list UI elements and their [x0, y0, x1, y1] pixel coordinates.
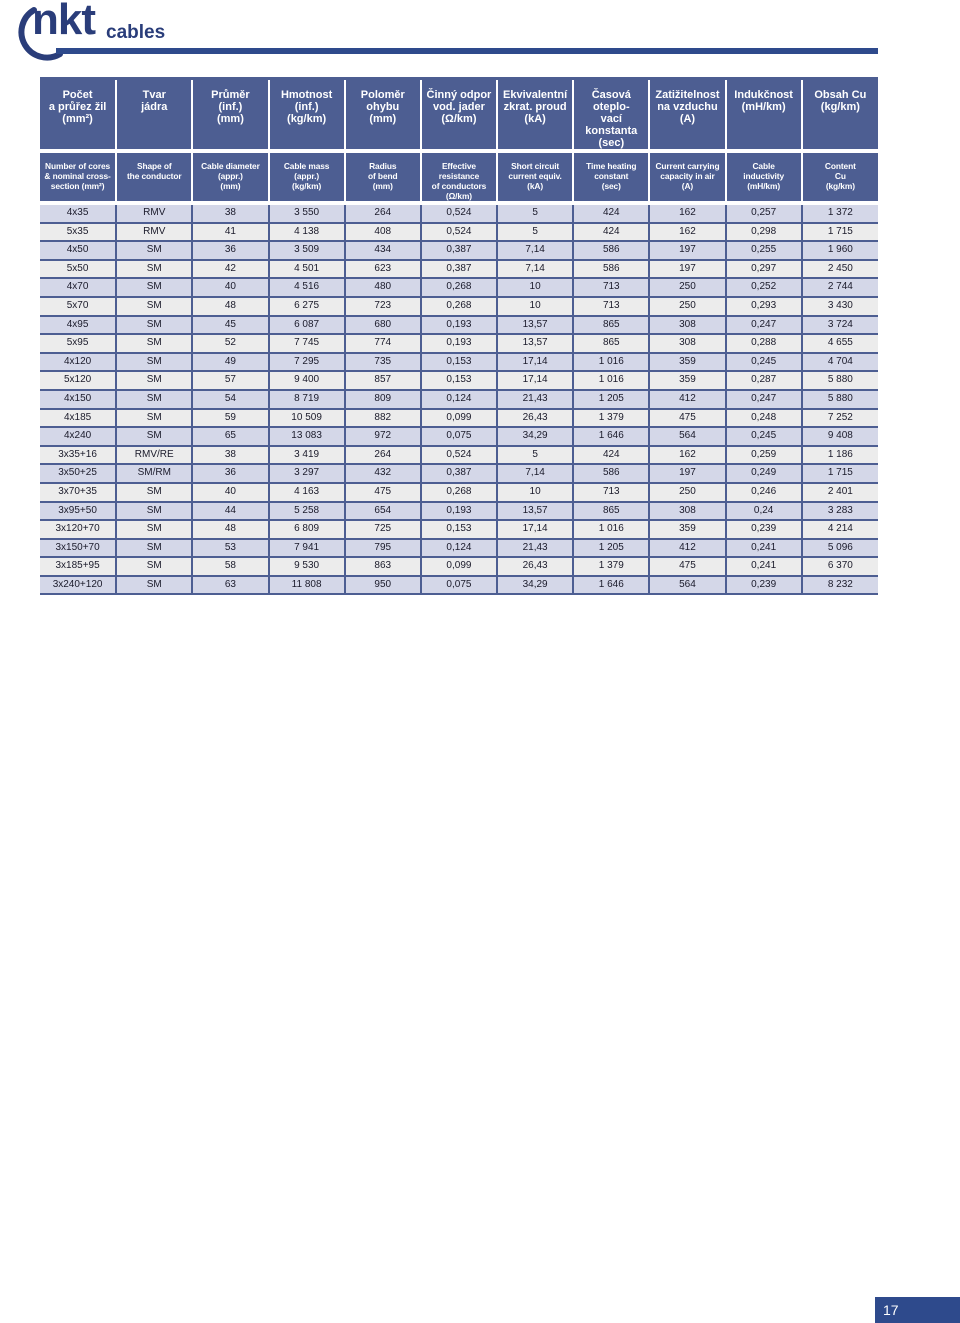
- table-cell: 6 809: [269, 520, 345, 539]
- header-en-cell-9: Cable inductivity (mH/km): [726, 153, 802, 201]
- table-row: [40, 223, 878, 242]
- table-cell: 1 205: [573, 539, 649, 558]
- table-cell: 972: [345, 427, 421, 446]
- table-cell: 17,14: [497, 520, 573, 539]
- table-cell: 0,239: [726, 520, 802, 539]
- table-cell: 0,255: [726, 241, 802, 260]
- table-cell: 250: [649, 297, 725, 316]
- table-cell: 4x50: [40, 241, 116, 260]
- table-row: [40, 502, 878, 521]
- header-cz-cell-5: Činný odpor vod. jader (Ω/km): [421, 80, 497, 149]
- table-cell: 0,193: [421, 502, 497, 521]
- header-cz-cell-6: Ekvivalentní zkrat. proud (kA): [497, 80, 573, 149]
- table-row: [40, 557, 878, 576]
- table-cell: 8 232: [802, 576, 878, 595]
- table-cell: 475: [649, 557, 725, 576]
- table-cell: 5 880: [802, 390, 878, 409]
- table-row: [40, 483, 878, 502]
- table-cell: SM/RM: [116, 464, 192, 483]
- table-cell: 680: [345, 316, 421, 335]
- header-en-cell-10: Content Cu (kg/km): [802, 153, 878, 201]
- table-cell: 434: [345, 241, 421, 260]
- table-cell: 52: [192, 334, 268, 353]
- header-en-cell-0: Number of cores & nominal cross- section (mm²): [40, 153, 116, 201]
- table-cell: 0,24: [726, 502, 802, 521]
- table-cell: 0,245: [726, 353, 802, 372]
- table-cell: 863: [345, 557, 421, 576]
- page-number: 17: [875, 1297, 960, 1323]
- table-cell: 4x150: [40, 390, 116, 409]
- table-cell: SM: [116, 371, 192, 390]
- header-cz-cell-0: Počet a průřez žil (mm²): [40, 80, 116, 149]
- table-cell: 0,241: [726, 557, 802, 576]
- table-cell: 58: [192, 557, 268, 576]
- table-cell: 54: [192, 390, 268, 409]
- table-cell: SM: [116, 557, 192, 576]
- table-cell: 0,193: [421, 334, 497, 353]
- table-row: [40, 539, 878, 558]
- header-en-cell-1: Shape of the conductor: [116, 153, 192, 201]
- table-cell: 713: [573, 297, 649, 316]
- table-cell: 0,387: [421, 464, 497, 483]
- table-body: [40, 205, 878, 594]
- table-cell: 13 083: [269, 427, 345, 446]
- table-cell: 882: [345, 409, 421, 428]
- header-cz-cell-10: Obsah Cu (kg/km): [802, 80, 878, 149]
- table-cell: 1 646: [573, 427, 649, 446]
- table-cell: 162: [649, 205, 725, 223]
- table-cell: 3 430: [802, 297, 878, 316]
- table-cell: 408: [345, 223, 421, 242]
- header-en-cell-8: Current carrying capacity in air (A): [649, 153, 725, 201]
- table-cell: 0,245: [726, 427, 802, 446]
- table-cell: 6 370: [802, 557, 878, 576]
- table-cell: 4 655: [802, 334, 878, 353]
- table-cell: 63: [192, 576, 268, 595]
- table-cell: 0,124: [421, 390, 497, 409]
- header-cz-cell-4: Poloměr ohybu (mm): [345, 80, 421, 149]
- table-cell: 774: [345, 334, 421, 353]
- table-cell: 0,287: [726, 371, 802, 390]
- table-cell: SM: [116, 297, 192, 316]
- table-cell: 713: [573, 483, 649, 502]
- table-cell: 6 087: [269, 316, 345, 335]
- table-cell: 59: [192, 409, 268, 428]
- header-en-cell-2: Cable diameter (appr.) (mm): [192, 153, 268, 201]
- table-cell: SM: [116, 502, 192, 521]
- cable-data-table: [40, 80, 878, 595]
- header-row-english: [40, 153, 878, 201]
- table-cell: 17,14: [497, 353, 573, 372]
- table-cell: 10: [497, 278, 573, 297]
- table-cell: 0,246: [726, 483, 802, 502]
- table-cell: 3x240+120: [40, 576, 116, 595]
- table-cell: 48: [192, 297, 268, 316]
- table-cell: SM: [116, 241, 192, 260]
- table-cell: SM: [116, 409, 192, 428]
- table-cell: 0,193: [421, 316, 497, 335]
- table-cell: 7 295: [269, 353, 345, 372]
- table-cell: 0,268: [421, 278, 497, 297]
- table-cell: 865: [573, 502, 649, 521]
- table-cell: 9 408: [802, 427, 878, 446]
- table-cell: 0,247: [726, 390, 802, 409]
- table-cell: RMV/RE: [116, 446, 192, 465]
- table-cell: 0,247: [726, 316, 802, 335]
- table-cell: 3 509: [269, 241, 345, 260]
- table-cell: 264: [345, 446, 421, 465]
- table-cell: 1 379: [573, 557, 649, 576]
- table-cell: 7 941: [269, 539, 345, 558]
- table-cell: 3x150+70: [40, 539, 116, 558]
- header-cz-cell-8: Zatižitelnost na vzduchu (A): [649, 80, 725, 149]
- table-row: [40, 576, 878, 595]
- table-cell: 21,43: [497, 390, 573, 409]
- cable-data-table-wrap: [40, 80, 878, 595]
- table-cell: 424: [573, 205, 649, 223]
- table-cell: 1 016: [573, 520, 649, 539]
- table-cell: 4 704: [802, 353, 878, 372]
- table-cell: 5 880: [802, 371, 878, 390]
- table-cell: 4 138: [269, 223, 345, 242]
- table-cell: 7 252: [802, 409, 878, 428]
- table-row: [40, 464, 878, 483]
- table-cell: 0,259: [726, 446, 802, 465]
- table-cell: 13,57: [497, 334, 573, 353]
- table-cell: 359: [649, 520, 725, 539]
- table-cell: 857: [345, 371, 421, 390]
- table-cell: 21,43: [497, 539, 573, 558]
- table-cell: SM: [116, 353, 192, 372]
- table-cell: 34,29: [497, 427, 573, 446]
- table-cell: 623: [345, 260, 421, 279]
- table-cell: 725: [345, 520, 421, 539]
- table-cell: 0,268: [421, 483, 497, 502]
- table-cell: 3x120+70: [40, 520, 116, 539]
- table-cell: 0,387: [421, 260, 497, 279]
- table-cell: 4x35: [40, 205, 116, 223]
- table-cell: 4x120: [40, 353, 116, 372]
- table-cell: 1 715: [802, 464, 878, 483]
- table-cell: 1 960: [802, 241, 878, 260]
- header-cz-cell-7: Časová oteplo- vací konstanta (sec): [573, 80, 649, 149]
- table-cell: 1 379: [573, 409, 649, 428]
- table-cell: SM: [116, 520, 192, 539]
- table-cell: 36: [192, 464, 268, 483]
- table-cell: 359: [649, 371, 725, 390]
- table-cell: 432: [345, 464, 421, 483]
- table-cell: 13,57: [497, 316, 573, 335]
- table-cell: 65: [192, 427, 268, 446]
- table-row: [40, 241, 878, 260]
- table-cell: 264: [345, 205, 421, 223]
- table-cell: 5 258: [269, 502, 345, 521]
- table-cell: 197: [649, 241, 725, 260]
- table-cell: 3 283: [802, 502, 878, 521]
- table-cell: 7,14: [497, 260, 573, 279]
- table-cell: 308: [649, 316, 725, 335]
- table-cell: 950: [345, 576, 421, 595]
- header-row-czech: [40, 80, 878, 149]
- table-cell: 564: [649, 576, 725, 595]
- table-cell: 4x70: [40, 278, 116, 297]
- table-cell: 0,124: [421, 539, 497, 558]
- table-cell: 0,293: [726, 297, 802, 316]
- table-cell: 9 400: [269, 371, 345, 390]
- header-cz-cell-9: Indukčnost (mH/km): [726, 80, 802, 149]
- table-cell: 3 297: [269, 464, 345, 483]
- table-cell: 4 163: [269, 483, 345, 502]
- table-cell: 5x95: [40, 334, 116, 353]
- table-cell: 0,239: [726, 576, 802, 595]
- table-cell: 1 016: [573, 371, 649, 390]
- table-cell: 0,153: [421, 353, 497, 372]
- table-cell: 586: [573, 464, 649, 483]
- table-cell: 0,153: [421, 371, 497, 390]
- table-cell: 0,248: [726, 409, 802, 428]
- table-row: [40, 446, 878, 465]
- table-cell: 250: [649, 278, 725, 297]
- header-cz-cell-3: Hmotnost (inf.) (kg/km): [269, 80, 345, 149]
- header-en-cell-6: Short circuit current equiv. (kA): [497, 153, 573, 201]
- table-cell: 40: [192, 278, 268, 297]
- table-cell: 475: [649, 409, 725, 428]
- table-cell: 475: [345, 483, 421, 502]
- table-cell: 0,524: [421, 446, 497, 465]
- table-cell: 0,297: [726, 260, 802, 279]
- table-cell: 2 744: [802, 278, 878, 297]
- logo-sub: cables: [106, 22, 166, 43]
- table-cell: 4 501: [269, 260, 345, 279]
- table-cell: 424: [573, 446, 649, 465]
- table-cell: 9 530: [269, 557, 345, 576]
- table-cell: 654: [345, 502, 421, 521]
- table-row: [40, 316, 878, 335]
- logo-brand: nkt: [32, 0, 95, 44]
- table-cell: 1 646: [573, 576, 649, 595]
- table-cell: 308: [649, 334, 725, 353]
- table-cell: 45: [192, 316, 268, 335]
- table-cell: 197: [649, 464, 725, 483]
- table-cell: 6 275: [269, 297, 345, 316]
- table-cell: 809: [345, 390, 421, 409]
- table-cell: 1 016: [573, 353, 649, 372]
- table-cell: 3x95+50: [40, 502, 116, 521]
- table-cell: 49: [192, 353, 268, 372]
- table-cell: 10: [497, 297, 573, 316]
- table-cell: 53: [192, 539, 268, 558]
- table-cell: 412: [649, 539, 725, 558]
- table-row: [40, 260, 878, 279]
- table-row: [40, 297, 878, 316]
- table-cell: 34,29: [497, 576, 573, 595]
- table-cell: 0,075: [421, 427, 497, 446]
- table-cell: 865: [573, 334, 649, 353]
- table-cell: 0,387: [421, 241, 497, 260]
- table-cell: 5x120: [40, 371, 116, 390]
- table-cell: SM: [116, 316, 192, 335]
- table-cell: 795: [345, 539, 421, 558]
- table-cell: 0,524: [421, 205, 497, 223]
- table-cell: 0,099: [421, 409, 497, 428]
- table-cell: 424: [573, 223, 649, 242]
- table-cell: 48: [192, 520, 268, 539]
- table-cell: 0,249: [726, 464, 802, 483]
- table-row: [40, 520, 878, 539]
- table-row: [40, 409, 878, 428]
- table-cell: 44: [192, 502, 268, 521]
- table-cell: 41: [192, 223, 268, 242]
- table-cell: 0,252: [726, 278, 802, 297]
- table-cell: SM: [116, 260, 192, 279]
- table-cell: 735: [345, 353, 421, 372]
- table-cell: SM: [116, 390, 192, 409]
- table-cell: RMV: [116, 223, 192, 242]
- table-cell: 0,298: [726, 223, 802, 242]
- header-cz-cell-2: Průměr (inf.) (mm): [192, 80, 268, 149]
- table-cell: 308: [649, 502, 725, 521]
- table-cell: 3x35+16: [40, 446, 116, 465]
- table-cell: 865: [573, 316, 649, 335]
- table-row: [40, 390, 878, 409]
- table-cell: 5x50: [40, 260, 116, 279]
- table-cell: 4 214: [802, 520, 878, 539]
- table-row: [40, 278, 878, 297]
- table-cell: 42: [192, 260, 268, 279]
- table-cell: 713: [573, 278, 649, 297]
- table-cell: 5: [497, 446, 573, 465]
- table-cell: 26,43: [497, 409, 573, 428]
- table-cell: 57: [192, 371, 268, 390]
- table-row: [40, 371, 878, 390]
- table-cell: 586: [573, 260, 649, 279]
- table-row: [40, 427, 878, 446]
- table-cell: 0,524: [421, 223, 497, 242]
- table-cell: 7,14: [497, 241, 573, 260]
- header-en-cell-3: Cable mass (appr.) (kg/km): [269, 153, 345, 201]
- table-cell: 0,241: [726, 539, 802, 558]
- table-cell: SM: [116, 278, 192, 297]
- table-cell: 5 096: [802, 539, 878, 558]
- table-cell: 40: [192, 483, 268, 502]
- table-cell: 3 550: [269, 205, 345, 223]
- table-row: [40, 334, 878, 353]
- table-cell: 3x185+95: [40, 557, 116, 576]
- table-cell: SM: [116, 576, 192, 595]
- table-cell: 0,268: [421, 297, 497, 316]
- table-cell: SM: [116, 334, 192, 353]
- table-cell: RMV: [116, 205, 192, 223]
- table-cell: 38: [192, 446, 268, 465]
- table-cell: 13,57: [497, 502, 573, 521]
- table-cell: 11 808: [269, 576, 345, 595]
- table-cell: 5x70: [40, 297, 116, 316]
- table-cell: 3 419: [269, 446, 345, 465]
- table-cell: 2 401: [802, 483, 878, 502]
- table-cell: 26,43: [497, 557, 573, 576]
- header-en-cell-4: Radius of bend (mm): [345, 153, 421, 201]
- table-cell: 564: [649, 427, 725, 446]
- table-cell: 0,257: [726, 205, 802, 223]
- table-cell: 4x95: [40, 316, 116, 335]
- table-cell: 10: [497, 483, 573, 502]
- table-cell: 4 516: [269, 278, 345, 297]
- table-cell: 412: [649, 390, 725, 409]
- table-cell: 38: [192, 205, 268, 223]
- table-cell: 586: [573, 241, 649, 260]
- table-cell: 3x50+25: [40, 464, 116, 483]
- table-cell: SM: [116, 427, 192, 446]
- table-cell: 162: [649, 446, 725, 465]
- table-cell: 4x240: [40, 427, 116, 446]
- table-cell: 5x35: [40, 223, 116, 242]
- table-cell: 5: [497, 223, 573, 242]
- table-row: [40, 205, 878, 223]
- table-cell: 7,14: [497, 464, 573, 483]
- table-cell: 197: [649, 260, 725, 279]
- table-cell: 3x70+35: [40, 483, 116, 502]
- table-row: [40, 353, 878, 372]
- table-cell: 359: [649, 353, 725, 372]
- table-cell: 1 715: [802, 223, 878, 242]
- table-cell: 0,075: [421, 576, 497, 595]
- table-cell: 8 719: [269, 390, 345, 409]
- table-cell: 1 372: [802, 205, 878, 223]
- table-cell: 4x185: [40, 409, 116, 428]
- table-cell: 5: [497, 205, 573, 223]
- header-cz-cell-1: Tvar jádra: [116, 80, 192, 149]
- table-cell: 1 186: [802, 446, 878, 465]
- top-rule: [56, 48, 878, 54]
- table-cell: 723: [345, 297, 421, 316]
- header-en-cell-5: Effective resistance of conductors (Ω/km): [421, 153, 497, 201]
- table-cell: 36: [192, 241, 268, 260]
- table-cell: 7 745: [269, 334, 345, 353]
- table-cell: 1 205: [573, 390, 649, 409]
- table-cell: 480: [345, 278, 421, 297]
- header-en-cell-7: Time heating constant (sec): [573, 153, 649, 201]
- table-cell: 2 450: [802, 260, 878, 279]
- table-cell: 17,14: [497, 371, 573, 390]
- table-cell: 250: [649, 483, 725, 502]
- table-cell: 0,153: [421, 520, 497, 539]
- table-cell: 0,288: [726, 334, 802, 353]
- table-cell: 0,099: [421, 557, 497, 576]
- table-cell: 3 724: [802, 316, 878, 335]
- table-cell: SM: [116, 539, 192, 558]
- table-cell: 10 509: [269, 409, 345, 428]
- table-cell: SM: [116, 483, 192, 502]
- table-cell: 162: [649, 223, 725, 242]
